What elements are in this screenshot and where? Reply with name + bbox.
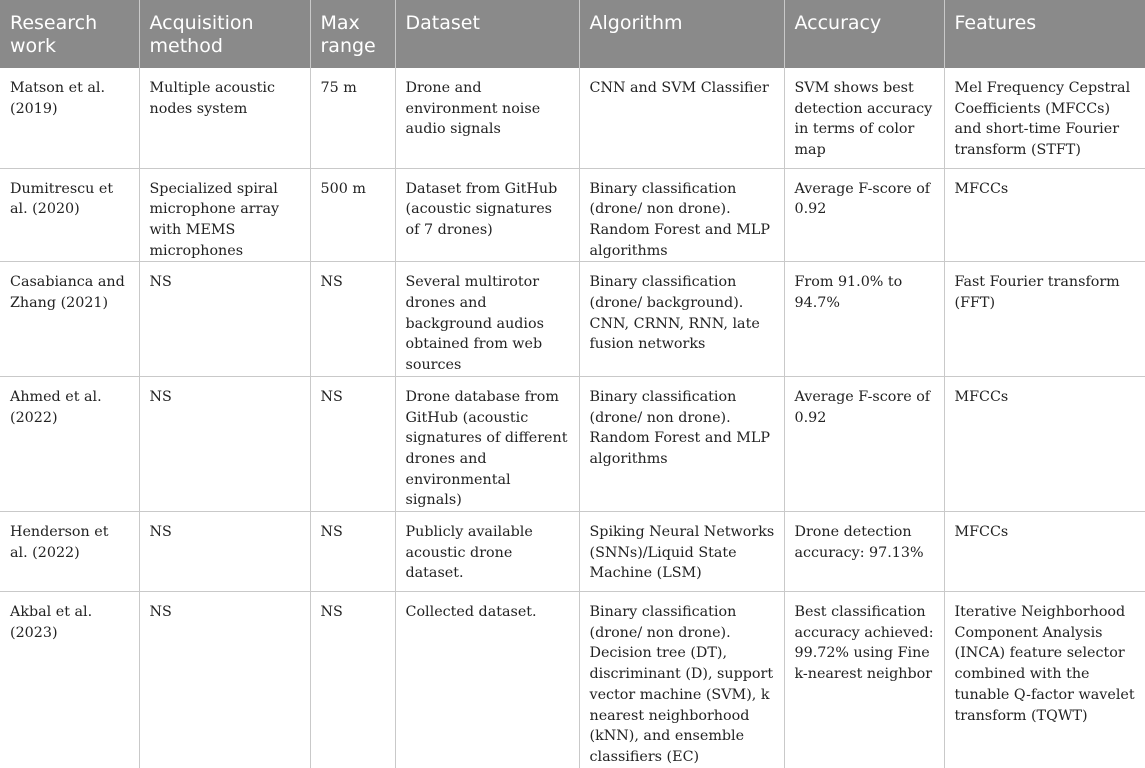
header-accuracy: Accuracy <box>784 0 944 68</box>
cell-research-work: Dumitrescu et al. (2020) <box>0 168 139 262</box>
cell-acquisition-method: Specialized spiral microphone array with MEMS microphones <box>139 168 310 262</box>
cell-research-work: Ahmed et al. (2022) <box>0 376 139 511</box>
cell-max-range: NS <box>310 512 395 592</box>
cell-dataset: Dataset from GitHub (acoustic signatures of 7 drones) <box>395 168 579 262</box>
cell-research-work: Akbal et al. (2023) <box>0 592 139 768</box>
header-acquisition-method: Acquisition method <box>139 0 310 68</box>
cell-algorithm: Binary classification (drone/ non drone). Decision tree (DT), discriminant (D), support vector machine (SVM), k nearest neighborhood (kNN), and ensemble classifiers (EC) <box>579 592 784 768</box>
cell-features: Iterative Neighborhood Component Analysis (INCA) feature selector combined with the tunable Q-factor wavelet transform (TQWT) <box>954 604 1135 724</box>
cell-accuracy: SVM shows best detection accuracy in terms of color map <box>784 68 944 168</box>
header-features: Features <box>944 0 1145 68</box>
cell-features: Mel Frequency Cepstral Coefficients (MFCCs) and short-time Fourier transform (STFT) <box>944 68 1145 168</box>
cell-acquisition-method: NS <box>139 376 310 511</box>
cell-algorithm: Spiking Neural Networks (SNNs)/Liquid State Machine (LSM) <box>579 512 784 592</box>
cell-features: Fast Fourier transform (FFT) <box>944 262 1145 377</box>
table-row <box>0 592 1145 768</box>
cell-dataset: Drone database from GitHub (acoustic signatures of different drones and environmental signals) <box>395 376 579 511</box>
header-max-range: Max range <box>310 0 395 68</box>
cell-accuracy: Best classification accuracy achieved: 99.72% using Fine k-nearest neighbor <box>784 592 944 768</box>
cell-max-range: NS <box>310 376 395 511</box>
cell-algorithm: Binary classification (drone/ non drone). Random Forest and MLP algorithms <box>579 168 784 262</box>
cell-dataset: Drone and environment noise audio signals <box>395 68 579 168</box>
header-row <box>0 0 1145 68</box>
cell-algorithm: Binary classification (drone/ non drone). Random Forest and MLP algorithms <box>579 376 784 511</box>
cell-max-range: 75 m <box>310 68 395 168</box>
cell-accuracy: Drone detection accuracy: 97.13% <box>784 512 944 592</box>
cell-research-work: Matson et al. (2019) <box>0 68 139 168</box>
cell-algorithm: CNN and SVM Classifier <box>579 68 784 168</box>
table-row <box>0 512 1145 592</box>
cell-acquisition-method: NS <box>139 592 310 768</box>
table-row <box>0 262 1145 377</box>
cell-max-range: NS <box>310 262 395 377</box>
cell-accuracy: Average F-score of 0.92 <box>784 168 944 262</box>
cell-features: MFCCs <box>944 168 1145 262</box>
cell-dataset: Several multirotor drones and background audios obtained from web sources <box>395 262 579 377</box>
header-research-work: Research work <box>0 0 139 68</box>
table-row <box>0 68 1145 168</box>
cell-dataset: Publicly available acoustic drone dataset. <box>395 512 579 592</box>
cell-dataset: Collected dataset. <box>395 592 579 768</box>
cell-research-work: Henderson et al. (2022) <box>0 512 139 592</box>
table-row <box>0 168 1145 262</box>
cell-max-range: 500 m <box>310 168 395 262</box>
table-row <box>0 376 1145 511</box>
cell-max-range: NS <box>310 592 395 768</box>
header-dataset: Dataset <box>395 0 579 68</box>
cell-features: MFCCs <box>944 512 1145 592</box>
cell-accuracy: Average F-score of 0.92 <box>784 376 944 511</box>
header-algorithm: Algorithm <box>579 0 784 68</box>
cell-acquisition-method: NS <box>139 512 310 592</box>
cell-research-work: Casabianca and Zhang (2021) <box>0 262 139 377</box>
cell-accuracy: From 91.0% to 94.7% <box>784 262 944 377</box>
cell-acquisition-method: Multiple acoustic nodes system <box>139 68 310 168</box>
cell-acquisition-method: NS <box>139 262 310 377</box>
cell-features: MFCCs <box>944 376 1145 511</box>
cell-algorithm: Binary classification (drone/ background). CNN, CRNN, RNN, late fusion networks <box>579 262 784 377</box>
